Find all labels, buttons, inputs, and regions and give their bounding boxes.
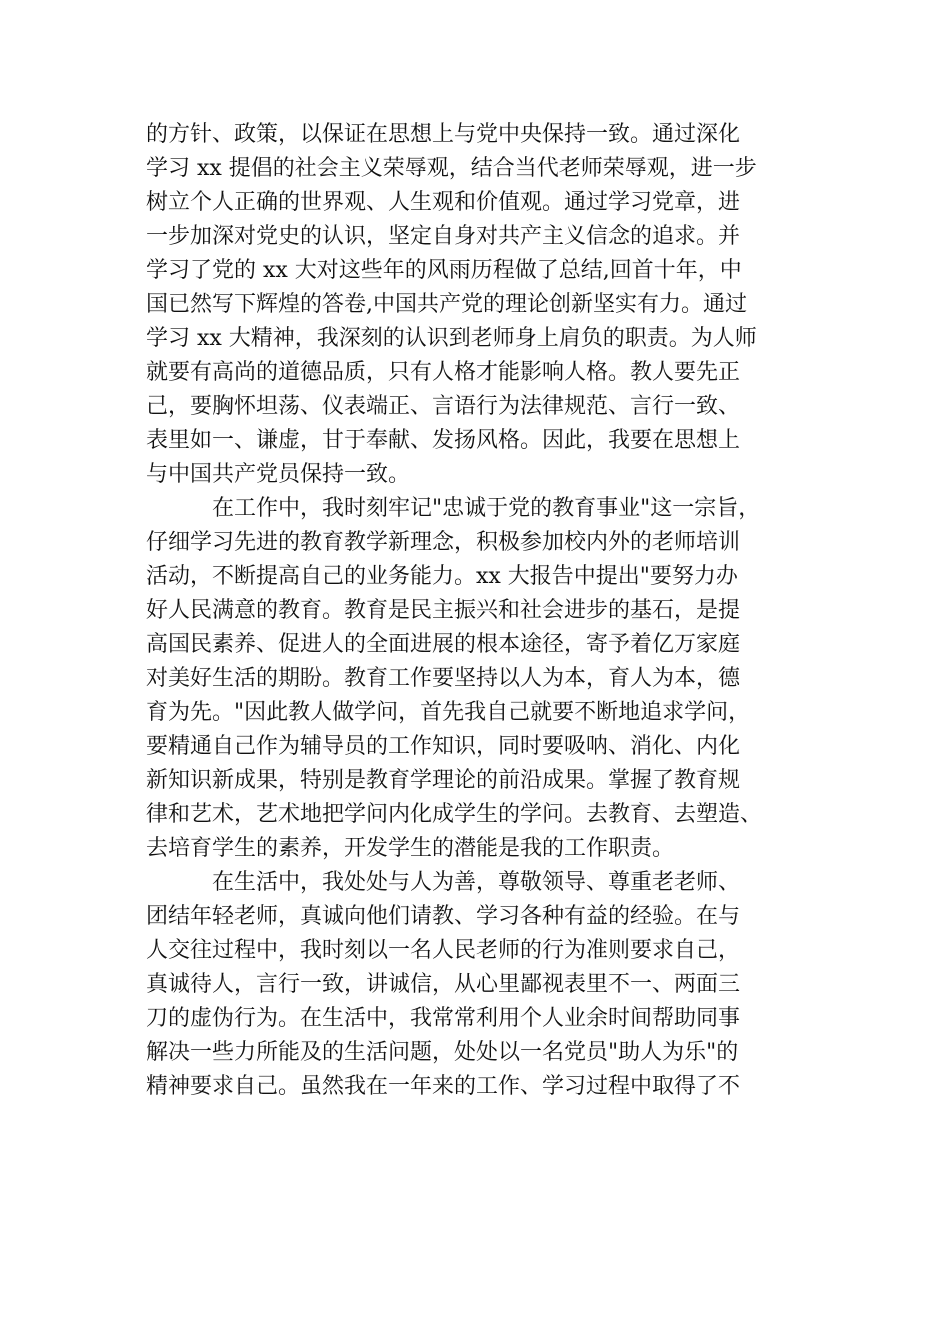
text-line: 在工作中，我时刻牢记"忠诚于党的教育事业"这一宗旨， <box>212 496 761 521</box>
text-line: 表里如一、谦虚，甘于奉献、发扬风格。因此，我要在思想上 <box>146 428 741 453</box>
text-line: 与中国共产党员保持一致。 <box>146 462 411 487</box>
text-line: 育为先。"因此教人做学问，首先我自己就要不断地追求学问， <box>146 700 751 725</box>
text-line: 精神要求自己。虽然我在一年来的工作、学习过程中取得了不 <box>146 1074 741 1099</box>
text-line: 去培育学生的素养，开发学生的潜能是我的工作职责。 <box>146 836 675 861</box>
text-line: 的方针、政策，以保证在思想上与党中央保持一致。通过深化 <box>146 122 741 147</box>
text-line: 树立个人正确的世界观、人生观和价值观。通过学习党章，进 <box>146 190 741 215</box>
paragraph-2 <box>146 492 846 866</box>
text-line: 活动，不断提高自己的业务能力。xx 大报告中提出"要努力办 <box>146 564 738 589</box>
text-line: 学习了党的 xx 大对这些年的风雨历程做了总结,回首十年，中 <box>146 258 742 283</box>
text-line: 在生活中，我处处与人为善，尊敬领导、尊重老老师、 <box>212 870 741 895</box>
text-line: 对美好生活的期盼。教育工作要坚持以人为本，育人为本，德 <box>146 666 741 691</box>
text-line: 己，要胸怀坦荡、仪表端正、言语行为法律规范、言行一致、 <box>146 394 741 419</box>
text-line: 好人民满意的教育。教育是民主振兴和社会进步的基石，是提 <box>146 598 741 623</box>
paragraph-3 <box>146 866 846 1104</box>
text-line: 国已然写下辉煌的答卷,中国共产党的理论创新坚实有力。通过 <box>146 292 747 317</box>
text-line: 一步加深对党史的认识，坚定自身对共产主义信念的追求。并 <box>146 224 741 249</box>
text-line: 要精通自己作为辅导员的工作知识，同时要吸呐、消化、内化 <box>146 734 741 759</box>
text-line: 刀的虚伪行为。在生活中，我常常利用个人业余时间帮助同事 <box>146 1006 741 1031</box>
text-line: 仔细学习先进的教育教学新理念，积极参加校内外的老师培训 <box>146 530 741 555</box>
text-line: 高国民素养、促进人的全面进展的根本途径，寄予着亿万家庭 <box>146 632 741 657</box>
text-line: 团结年轻老师，真诚向他们请教、学习各种有益的经验。在与 <box>146 904 741 929</box>
paragraph-1 <box>146 118 846 492</box>
text-line: 解决一些力所能及的生活问题，处处以一名党员"助人为乐"的 <box>146 1040 739 1065</box>
text-line: 真诚待人，言行一致，讲诚信，从心里鄙视表里不一、两面三 <box>146 972 741 997</box>
text-line: 人交往过程中，我时刻以一名人民老师的行为准则要求自己， <box>146 938 741 963</box>
text-line: 学习 xx 提倡的社会主义荣辱观，结合当代老师荣辱观，进一步 <box>146 156 757 181</box>
text-line: 新知识新成果，特别是教育学理论的前沿成果。掌握了教育规 <box>146 768 741 793</box>
text-line: 律和艺术，艺术地把学问内化成学生的学问。去教育、去塑造、 <box>146 802 763 827</box>
text-line: 就要有高尚的道德品质，只有人格才能影响人格。教人要先正 <box>146 360 741 385</box>
text-line: 学习 xx 大精神，我深刻的认识到老师身上肩负的职责。为人师 <box>146 326 757 351</box>
document-body <box>146 118 846 1104</box>
